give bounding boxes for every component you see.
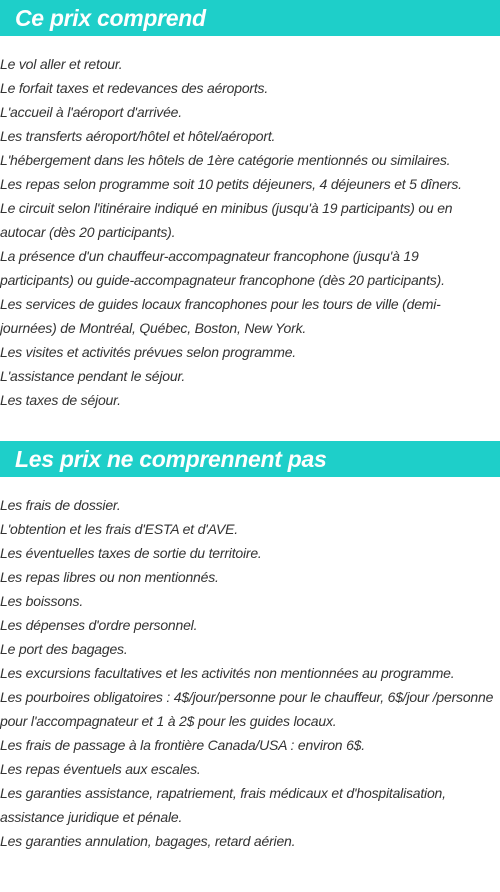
list-item: Les éventuelles taxes de sortie du territoire.	[0, 545, 262, 561]
list-item: Le vol aller et retour.	[0, 56, 123, 72]
excluded-list	[0, 477, 500, 853]
list-item: L'obtention et les frais d'ESTA et d'AVE.	[0, 521, 238, 537]
list-item: L'accueil à l'aéroport d'arrivée.	[0, 104, 182, 120]
list-item: L'hébergement dans les hôtels de 1ère catégorie mentionnés ou similaires.	[0, 152, 451, 168]
list-item: Le circuit selon l'itinéraire indiqué en minibus (jusqu'à 19 participants) ou en autocar (dès 20 participants).	[0, 200, 453, 240]
list-item: Les dépenses d'ordre personnel.	[0, 617, 198, 633]
list-item: Les taxes de séjour.	[0, 392, 121, 408]
list-item: L'assistance pendant le séjour.	[0, 368, 186, 384]
list-item: Les pourboires obligatoires : 4$/jour/personne pour le chauffeur, 6$/jour /personne pour l'accompagnateur et 1 à 2$ pour les guides locaux.	[0, 689, 494, 729]
included-section	[0, 0, 500, 412]
list-item: Les boissons.	[0, 593, 84, 609]
list-item: Le port des bagages.	[0, 641, 128, 657]
list-item: Les garanties assistance, rapatriement, frais médicaux et d'hospitalisation, assistance juridique et pénale.	[0, 785, 446, 825]
list-item: Les frais de passage à la frontière Canada/USA : environ 6$.	[0, 737, 365, 753]
excluded-title: Les prix ne comprennent pas	[0, 441, 500, 477]
list-item: Les garanties annulation, bagages, retard aérien.	[0, 833, 296, 849]
list-item: Les visites et activités prévues selon programme.	[0, 344, 296, 360]
list-item: Les repas libres ou non mentionnés.	[0, 569, 219, 585]
list-item: Les transferts aéroport/hôtel et hôtel/aéroport.	[0, 128, 276, 144]
list-item: Les services de guides locaux francophones pour les tours de ville (demi-journées) de Montréal, Québec, Boston, New York.	[0, 296, 441, 336]
included-title: Ce prix comprend	[0, 0, 500, 36]
list-item: Le forfait taxes et redevances des aéroports.	[0, 80, 269, 96]
included-list	[0, 36, 500, 412]
excluded-section	[0, 441, 500, 853]
list-item: Les excursions facultatives et les activités non mentionnées au programme.	[0, 665, 455, 681]
list-item: Les repas éventuels aux escales.	[0, 761, 201, 777]
list-item: La présence d'un chauffeur-accompagnateur francophone (jusqu'à 19 participants) ou guide-accompagnateur francophone (dès 20 participants).	[0, 248, 445, 288]
list-item: Les frais de dossier.	[0, 497, 121, 513]
list-item: Les repas selon programme soit 10 petits déjeuners, 4 déjeuners et 5 dîners.	[0, 176, 462, 192]
